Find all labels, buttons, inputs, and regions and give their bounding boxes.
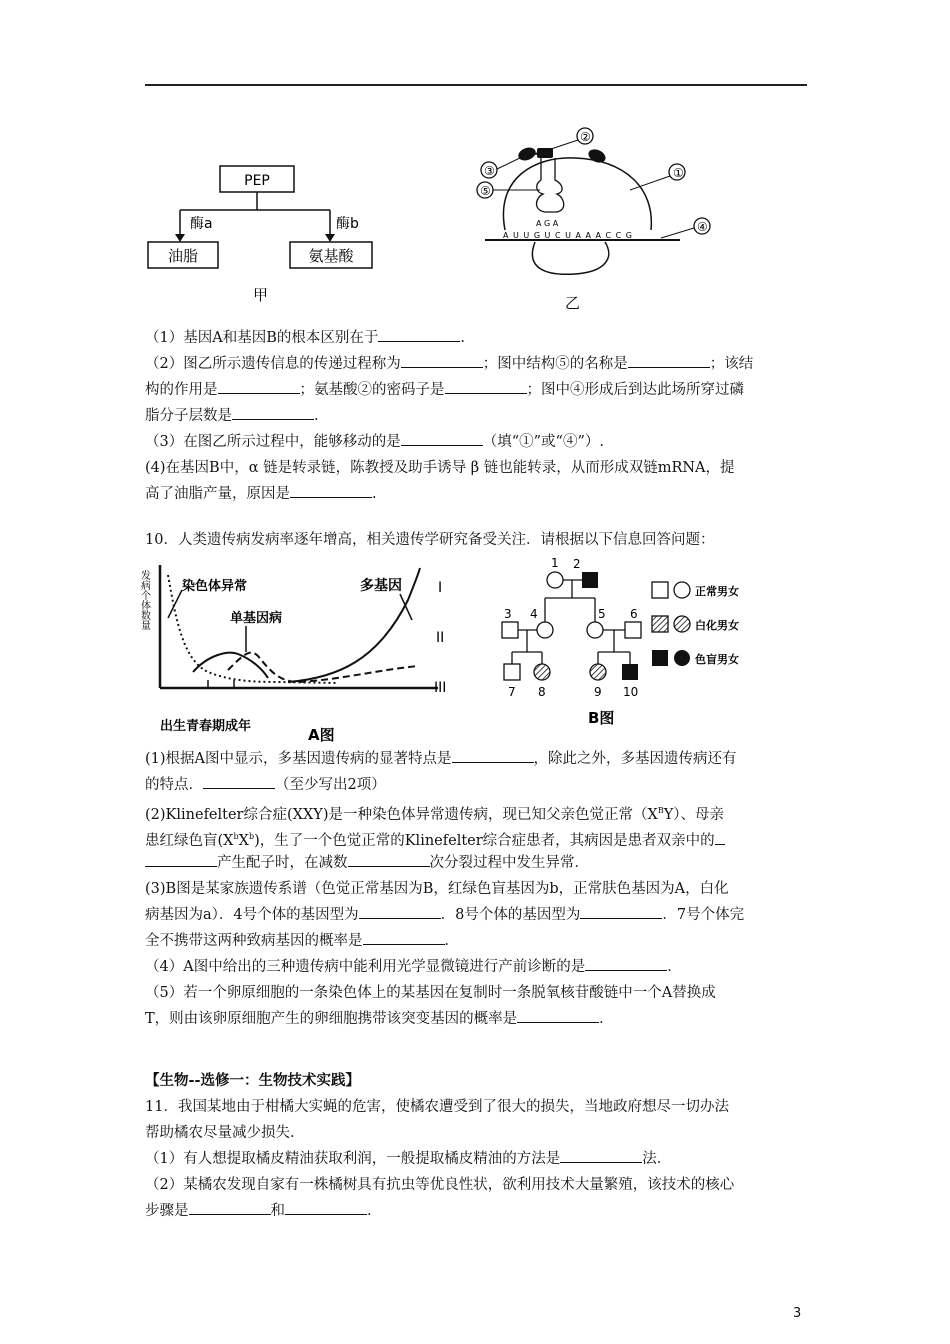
pedigree-num-3: 3	[504, 607, 512, 621]
answer-blank[interactable]	[348, 852, 430, 867]
answer-blank[interactable]	[452, 748, 534, 763]
q10-part5-line2: T，则由该卵原细胞产生的卵细胞携带该突变基因的概率是 ．	[145, 1006, 810, 1032]
answer-blank[interactable]	[290, 483, 372, 498]
pep-label: PEP	[244, 173, 270, 189]
answer-blank[interactable]	[585, 956, 667, 971]
pedigree-num-1: 1	[551, 556, 559, 570]
answer-blank[interactable]	[580, 904, 662, 919]
label-2: ②	[580, 130, 591, 144]
chart-a-series-III: III	[434, 680, 447, 696]
q11-part1: （1）有人想提取橘皮精油获取利润，一般提取橘皮精油的方法是 法．	[145, 1146, 810, 1172]
pedigree-num-10: 10	[623, 685, 639, 699]
figure-jia-caption: 甲	[253, 286, 269, 304]
q10-part4: （4）A图中给出的三种遗传病中能利用光学显微镜进行产前诊断的是 ．	[145, 954, 810, 980]
q9-part4-line1: (4)在基因B中，α 链是转录链，陈教授及助手诱导 β 链也能转录，从而形成双链mRNA，提	[145, 460, 735, 476]
q10-part3-line3: 全不携带这两种致病基因的概率是 ．	[145, 928, 810, 954]
answer-blank[interactable]	[378, 327, 460, 342]
label-3: ③	[484, 164, 495, 178]
q11-part2-line2: 步骤是 和 ．	[145, 1198, 810, 1224]
answer-blank[interactable]	[445, 379, 527, 394]
chart-b-caption: B图	[588, 709, 615, 727]
mrna-label: A U U G U C U A A A C C G	[503, 231, 633, 240]
pedigree-num-9: 9	[594, 685, 602, 699]
answer-blank[interactable]	[359, 904, 441, 919]
legend-normal: 正常男女	[695, 585, 739, 598]
enzyme-b-label: 酶b	[336, 216, 359, 232]
q10-part2-line3: 产生配子时，在减数 次分裂过程中发生异常．	[145, 850, 810, 876]
q10-part3-line2: 病基因为a）．4号个体的基因型为 ．8号个体的基因型为 ．7号个体完	[145, 902, 810, 928]
pedigree-num-4: 4	[530, 607, 538, 621]
q10-part2-line1: (2)Klinefelter综合症(XXY)是一种染色体异常遗传病，现已知父亲色觉正常$(X^BY)$、母亲	[145, 806, 725, 823]
answer-blank[interactable]	[628, 353, 710, 368]
label-1: ①	[673, 166, 684, 180]
q10-part3-line1: (3)B图是某家族遗传系谱（色觉正常基因为B，红绿色盲基因为b，正常肤色基因为A，白化	[145, 881, 729, 897]
q10-part2-line2: 患红绿色盲$(X^bX^b)$，生了一个色觉正常的Klinefelter综合症患者，其病因是患者双亲中的	[145, 824, 810, 854]
chart-a-label-chromosome: 染色体异常	[182, 579, 248, 594]
chart-a-xlabel: 出生青春期成年	[160, 719, 252, 734]
chart-a-label-multi: 多基因	[360, 578, 402, 594]
q9-part4-line2: 高了油脂产量，原因是 .	[145, 481, 810, 507]
legend-colorblind: 色盲男女	[695, 653, 739, 666]
chart-b	[490, 556, 790, 731]
chart-a-series-II: II	[436, 630, 445, 646]
oil-label: 油脂	[167, 247, 199, 265]
q10-part1-line2: 的特点． （至少写出2项）	[145, 772, 810, 798]
answer-blank[interactable]	[232, 405, 314, 420]
q9-part1: （1）基因A和基因B的根本区别在于 .	[145, 325, 810, 351]
chart-a-ylabel: 发病个体数量	[138, 570, 150, 630]
q10-part5-line1: （5）若一个卵原细胞的一条染色体上的某基因在复制时一条脱氧核苷酸链中一个A替换成	[145, 985, 716, 1001]
answer-blank[interactable]	[189, 1200, 271, 1215]
answer-blank[interactable]	[218, 379, 300, 394]
chart-a-caption: A图	[308, 726, 335, 744]
anticodon-label: A G A	[536, 219, 559, 228]
section-heading: 【生物--选修一：生物技术实践】	[145, 1072, 361, 1089]
header-rule	[145, 84, 807, 86]
answer-blank[interactable]	[401, 353, 483, 368]
pedigree-num-8: 8	[538, 685, 546, 699]
answer-blank[interactable]	[145, 852, 217, 867]
q11-intro-line1: 11．我国某地由于柑橘大实蝇的危害，使橘农遭受到了很大的损失，当地政府想尽一切办法	[145, 1099, 729, 1115]
page-number: 3	[793, 1306, 802, 1321]
chart-a	[138, 560, 468, 745]
q11-part2-line1: （2）某橘农发现自家有一株橘树具有抗虫等优良性状，欲利用技术大量繁殖，该技术的核心	[145, 1177, 735, 1193]
figure-yi-caption: 乙	[565, 294, 581, 312]
q9-part2-line1: （2）图乙所示遗传信息的传递过程称为 ；图中结构⑤的名称是 ；该结	[145, 351, 810, 377]
answer-blank[interactable]	[715, 830, 725, 845]
q9-part3: （3）在图乙所示过程中，能够移动的是 （填“①”或“④”）.	[145, 429, 810, 455]
pedigree-num-6: 6	[630, 607, 638, 621]
q10-part1-line1: (1)根据A图中显示，多基因遗传病的显著特点是 ，除此之外，多基因遗传病还有	[145, 746, 810, 772]
answer-blank[interactable]	[285, 1200, 367, 1215]
pedigree-num-2: 2	[573, 557, 581, 571]
chart-a-series-I: I	[438, 580, 443, 596]
q9-part2-line3: 脂分子层数是 .	[145, 403, 810, 429]
label-5: ⑤	[480, 184, 491, 198]
legend-albino: 白化男女	[695, 619, 739, 632]
answer-blank[interactable]	[363, 930, 445, 945]
amino-acid-label: 氨基酸	[308, 247, 354, 265]
chart-a-label-single: 单基因病	[230, 611, 283, 626]
answer-blank[interactable]	[560, 1148, 642, 1163]
figure-jia	[140, 160, 390, 305]
answer-blank[interactable]	[401, 431, 483, 446]
pedigree-num-5: 5	[598, 607, 606, 621]
q9-part2-line2: 构的作用是 ；氨基酸②的密码子是 ；图中④形成后到达此场所穿过磷	[145, 377, 810, 403]
q10-intro: 10．人类遗传病发病率逐年增高，相关遗传学研究备受关注．请根据以下信息回答问题：	[145, 532, 715, 548]
figure-yi	[465, 118, 730, 313]
answer-blank[interactable]	[517, 1008, 599, 1023]
label-4: ④	[697, 220, 708, 234]
enzyme-a-label: 酶a	[190, 216, 213, 232]
answer-blank[interactable]	[203, 774, 275, 789]
pedigree-num-7: 7	[508, 685, 516, 699]
q11-intro-line2: 帮助橘农尽量减少损失．	[145, 1125, 305, 1141]
